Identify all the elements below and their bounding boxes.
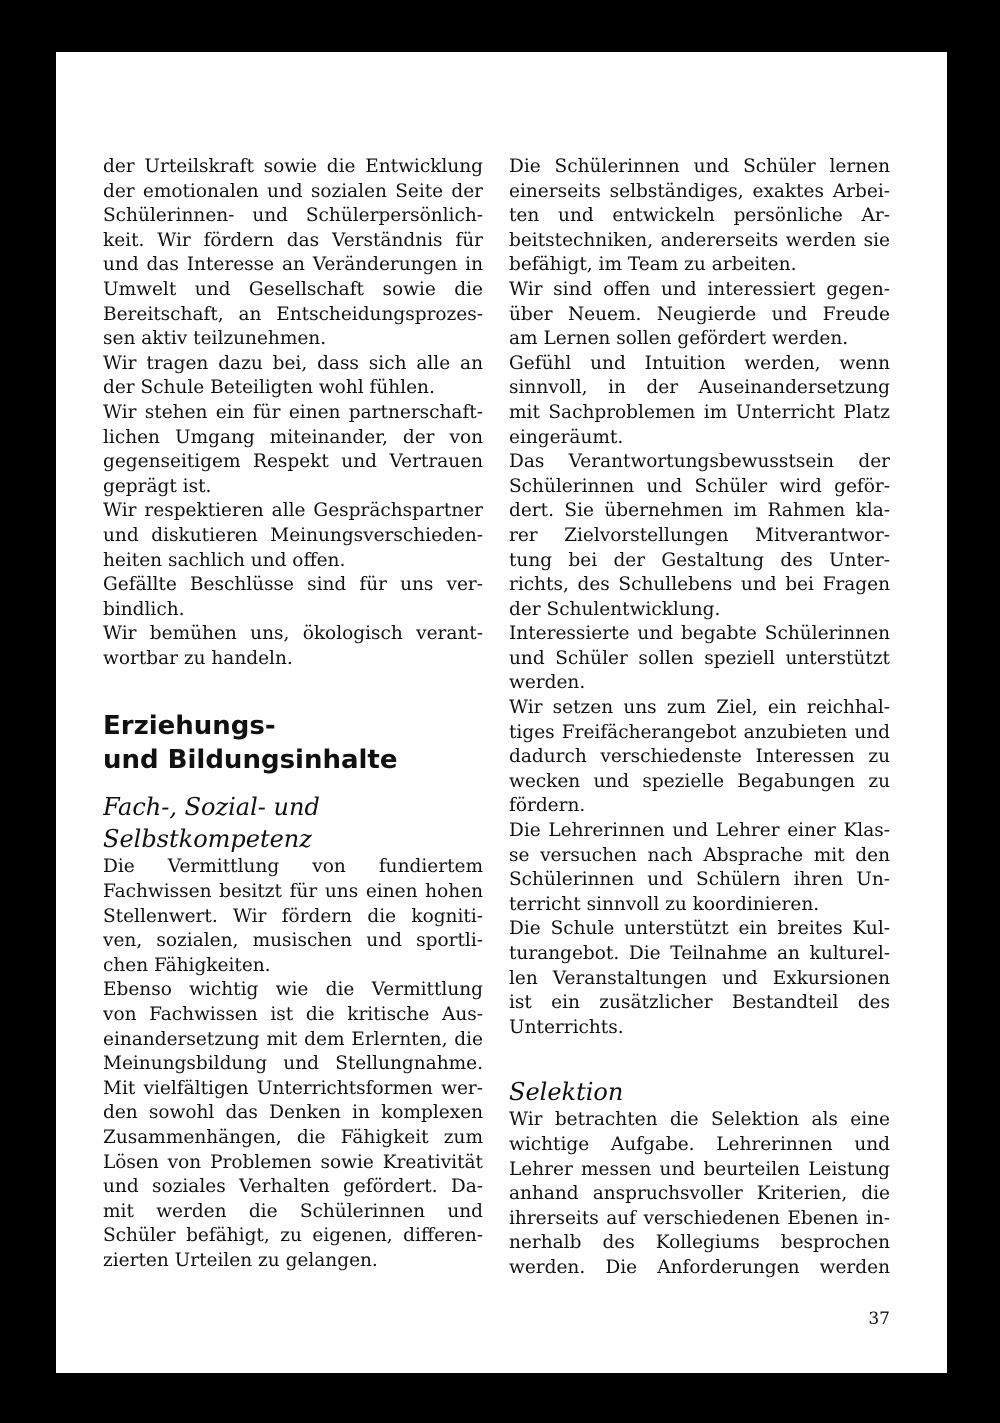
text-line: rer Zielvorstellungen Mitverantwor- — [509, 524, 890, 546]
text-line: und diskutieren Meinungsverschieden- — [103, 524, 483, 546]
text-line: tiges Freifächerangebot anzubieten und — [509, 721, 890, 743]
paragraph — [103, 155, 483, 352]
text-line: einerseits selbständiges, exaktes Arbei- — [509, 180, 890, 202]
text-line: bindlich. — [103, 598, 185, 620]
section-heading — [103, 709, 483, 777]
text-line: Zusammenhängen, die Fähigkeit zum — [103, 1127, 483, 1148]
section-heading-line-2: und Bildungsinhalte — [103, 745, 398, 776]
text-line: Wir betrachten die Selektion als eine — [509, 1109, 890, 1131]
text-line: tung bei der Gestaltung des Unter- — [509, 549, 890, 571]
paragraph — [103, 401, 483, 499]
section-heading-line-1: Erziehungs- — [103, 711, 276, 742]
text-line: Wir bemühen uns, ökologisch verant- — [103, 623, 483, 645]
right-column — [509, 155, 890, 1281]
text-line: Wir stehen ein für einen partnerschaft- — [103, 401, 483, 423]
text-line: wortbar zu handeln. — [103, 647, 293, 669]
text-line: turangebot. Die Teilnahme an kulturel- — [509, 943, 890, 964]
text-line: befähigt, im Team zu arbeiten. — [509, 254, 797, 276]
text-line: Wir tragen dazu bei, dass sich alle an — [103, 352, 483, 374]
text-line: Wir sind offen und interessiert gegen- — [509, 278, 890, 300]
paragraph — [509, 1108, 890, 1280]
text-line: der Schule Beteiligten wohl fühlen. — [103, 377, 435, 399]
paragraph — [509, 352, 890, 450]
text-line: der Schulentwicklung. — [509, 598, 721, 620]
text-line: nerhalb des Kollegiums besprochen — [509, 1232, 890, 1254]
text-line: und das Interesse an Veränderungen in — [103, 254, 483, 276]
text-line: Lösen von Problemen sowie Kreativität — [103, 1151, 483, 1173]
paragraph — [103, 978, 483, 1273]
text-line: einandersetzung mit dem Erlernten, die — [103, 1028, 483, 1050]
text-line: wecken und spezielle Begabungen zu — [509, 770, 890, 792]
paragraph — [509, 278, 890, 352]
text-line: len Veranstaltungen und Exkursionen — [509, 967, 890, 989]
text-line: terricht sinnvoll zu koordinieren. — [509, 893, 820, 915]
subheading-fach-sozial-selbstkompetenz — [103, 791, 483, 855]
text-line: Interessierte und begabte Schülerinnen — [509, 623, 890, 645]
text-line: Das Verantwortungsbewusstsein der — [509, 451, 890, 473]
text-line: sen aktiv teilzunehmen. — [103, 328, 327, 350]
text-line: den sowohl das Denken in komplexen — [103, 1102, 483, 1124]
paragraph — [509, 696, 890, 819]
text-line: wichtige Aufgabe. Lehrerinnen und — [509, 1133, 890, 1155]
text-line: und Schüler sollen speziell unterstützt — [509, 647, 890, 669]
paragraph — [509, 155, 890, 278]
text-line: Die Schülerinnen und Schüler lernen — [509, 156, 890, 177]
text-line: Gefällte Beschlüsse sind für uns ver- — [103, 574, 483, 596]
text-line: Mit vielfältigen Unterrichtsformen wer- — [103, 1077, 483, 1099]
text-line: eingeräumt. — [509, 426, 624, 448]
text-line: se versuchen nach Absprache mit den — [509, 844, 890, 866]
text-line: über Neuem. Neugierde und Freude — [509, 303, 890, 325]
text-line: mit werden die Schülerinnen und — [103, 1200, 483, 1222]
text-line: Ebenso wichtig wie die Vermittlung — [103, 979, 483, 1001]
text-line: chen Fähigkeiten. — [103, 954, 271, 976]
text-line: anhand anspruchsvoller Kriterien, die — [509, 1183, 890, 1205]
text-line: sinnvoll, in der Auseinandersetzung — [509, 377, 890, 399]
text-line: heiten sachlich und offen. — [103, 549, 346, 571]
page — [56, 52, 947, 1373]
paragraph — [103, 573, 483, 622]
text-line: der Urteilskraft sowie die Entwicklung — [103, 156, 483, 177]
text-line: ven, sozialen, musischen und sportli- — [103, 930, 483, 952]
text-line: und soziales Verhalten gefördert. Da- — [103, 1176, 483, 1198]
text-line: von Fachwissen ist die kritische Aus- — [103, 1004, 483, 1026]
text-line: Stellenwert. Wir fördern die kogniti- — [103, 905, 483, 927]
text-line: Schülerinnen und Schüler wird geför- — [509, 475, 890, 497]
paragraph — [103, 622, 483, 671]
subheading-line-2: Selbstkompetenz — [103, 825, 312, 854]
left-column — [103, 155, 483, 1274]
text-line: fördern. — [509, 795, 586, 817]
text-line: dert. Sie übernehmen im Rahmen kla- — [509, 500, 890, 522]
subheading-line-1: Fach-, Sozial- und — [103, 793, 320, 822]
text-line: Bereitschaft, an Entscheidungsprozes- — [103, 303, 483, 325]
paragraph — [103, 855, 483, 978]
paragraph — [509, 917, 890, 1040]
text-line: Wir respektieren alle Gesprächspartner — [103, 500, 483, 522]
text-line: Schülerinnen- und Schülerpersönlich- — [103, 205, 483, 227]
text-line: werden. — [509, 672, 586, 694]
text-line: am Lernen sollen gefördert werden. — [509, 328, 849, 350]
text-line: richts, des Schullebens und bei Fragen — [509, 574, 890, 596]
paragraph — [509, 450, 890, 622]
text-line: Die Vermittlung von fundiertem — [103, 856, 483, 878]
text-line: Schülerinnen und Schülern ihren Un- — [509, 869, 890, 891]
text-line: zierten Urteilen zu gelangen. — [103, 1249, 378, 1271]
text-line: Wir setzen uns zum Ziel, ein reichhal- — [509, 697, 890, 719]
text-line: Umwelt und Gesellschaft sowie die — [103, 278, 483, 300]
text-line: werden. Die Anforderungen werden — [509, 1256, 890, 1278]
text-line: Fachwissen besitzt für uns einen hohen — [103, 881, 483, 903]
text-line: Lehrer messen und beurteilen Leistung — [509, 1158, 890, 1180]
text-line: dadurch verschiedenste Interessen zu — [509, 746, 890, 768]
text-line: keit. Wir fördern das Verständnis für — [103, 229, 483, 251]
text-line: geprägt ist. — [103, 475, 212, 497]
text-line: lichen Umgang miteinander, der von — [103, 426, 483, 448]
text-line: mit Sachproblemen im Unterricht Platz — [509, 401, 890, 423]
text-line: beitstechniken, andererseits werden sie — [509, 229, 890, 251]
paragraph — [509, 819, 890, 917]
text-line: Schüler befähigt, zu eigenen, differen- — [103, 1225, 483, 1247]
text-line: Die Schule unterstützt ein breites Kul- — [509, 918, 890, 940]
text-line: Meinungsbildung und Stellungnahme. — [103, 1053, 483, 1075]
text-line: ten und entwickeln persönliche Ar- — [509, 205, 890, 227]
text-line: der emotionalen und sozialen Seite der — [103, 180, 483, 202]
paragraph — [509, 622, 890, 696]
text-line: ist ein zusätzlicher Bestandteil des — [509, 992, 890, 1014]
text-line: Gefühl und Intuition werden, wenn — [509, 352, 890, 374]
subheading-selektion: Selektion — [509, 1078, 624, 1107]
text-line: gegenseitigem Respekt und Vertrauen — [103, 451, 483, 473]
text-line: Die Lehrerinnen und Lehrer einer Klas- — [509, 820, 890, 842]
page-number: 37 — [868, 1309, 890, 1329]
text-line: Unterrichts. — [509, 1016, 624, 1038]
text-line: ihrerseits auf verschiedenen Ebenen in- — [509, 1207, 890, 1229]
paragraph — [103, 499, 483, 573]
paragraph — [103, 352, 483, 401]
